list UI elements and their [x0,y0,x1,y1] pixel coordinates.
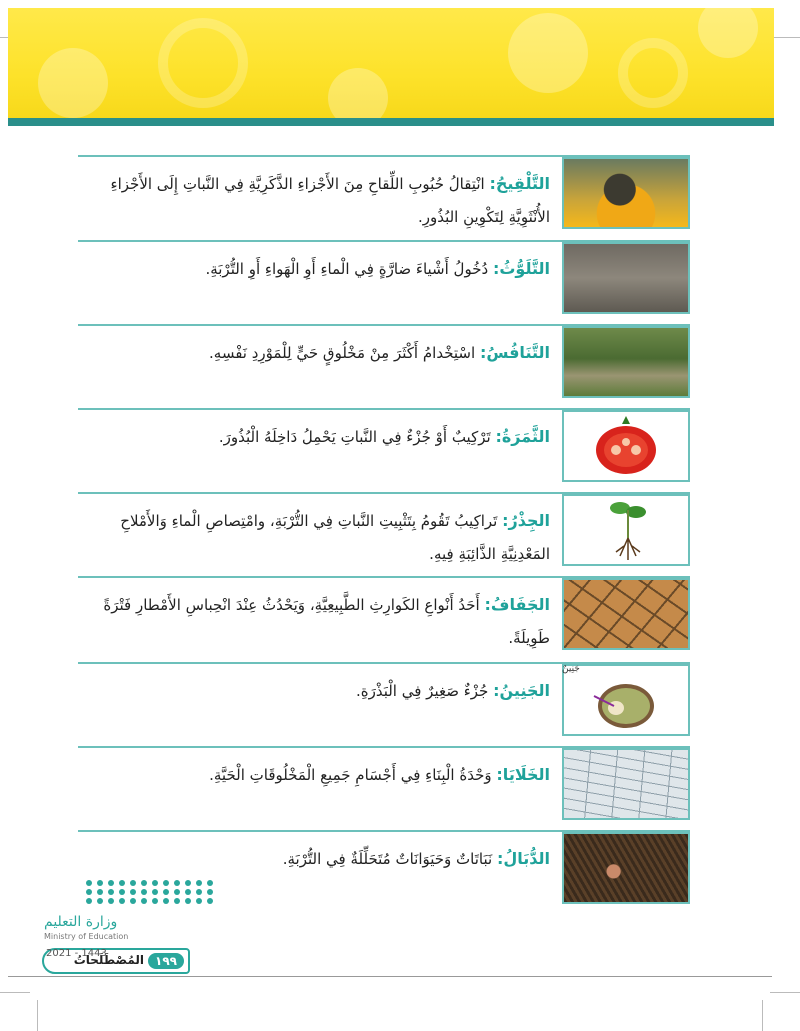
entry-term: الدُّبَالُ: [496,849,550,868]
crop-mark [770,37,800,38]
entry-text [78,578,556,662]
tomato-half-image [562,410,690,482]
header-banner [8,8,774,120]
glossary-entry-cells [78,746,690,832]
entry-text [78,157,556,241]
entry-text [78,494,556,578]
entry-term: الثَّمَرَةُ: [495,427,550,446]
section-title: المُصْطَلَحاتُ [73,953,144,967]
entry-term: الجَفَافُ: [484,595,550,614]
seed-icon [564,666,688,734]
glossary-entry-competition [78,324,690,410]
entry-definition: اسْتِخْدامُ أَكْثَرَ مِنْ مَخْلُوقٍ حَيٍّ لِلْمَوْرِدِ نَفْسِهِ. [209,344,476,362]
entry-term: الخَلَايَا: [496,765,550,784]
seed-section-image [562,664,690,736]
glossary-entry-embryo [78,662,690,748]
entry-definition: دُخُولُ أَشْياءَ ضارَّةٍ فِي الْماءِ أَوِ الْهَواءِ أَوِ التُّرْبَةِ. [205,260,489,278]
entry-definition: نَبَاتَاتٌ وَحَيَوَانَاتٌ مُتَحَلِّلَةٌ فِي التُّرْبَةِ. [282,850,493,868]
entry-term: الجِذْرُ: [502,511,550,530]
earthworm-in-soil-image [562,832,690,904]
plant-cells-image [562,748,690,820]
glossary-entry-drought [78,576,690,662]
glossary-entry-fruit [78,408,690,494]
crop-mark [770,992,800,993]
seedling-icon [564,496,688,564]
banner-stripe [8,118,774,126]
ministry-dots-icon [86,880,184,904]
glossary-entry-pollution [78,240,690,326]
ministry-logo [44,880,184,941]
polluted-ground-image [562,242,690,314]
embryo-image-label: جَنِينٌ [562,664,580,674]
ministry-name-arabic: وزارة التعليم [44,914,118,930]
entry-definition: أَحَدُ أَنْواعِ الكَوارِثِ الطَّبِيعِيَّةِ، وَيَحْدُثُ عِنْدَ انْحِباسِ الأَمْطارِ فَتْرَةً طَوِيلَةً. [103,596,550,647]
entry-definition: وَحْدَةُ الْبِنَاءِ فِي أَجْسَامِ جَمِيعِ الْمَخْلُوقَاتِ الْحَيَّةِ. [209,766,492,784]
entry-definition: تَرْكِيبٌ أَوْ جُزْءٌ فِي النَّباتِ يَحْمِلُ دَاخِلَهُ الْبُذُورَ. [218,428,491,446]
entry-definition: جُزْءٌ صَغِيرٌ فِي الْبَذْرَةِ. [355,682,489,700]
entry-term: التَّلْقِيحُ: [489,174,550,193]
bottom-rule [8,976,772,977]
forest-image [562,326,690,398]
bee-on-flower-image [562,157,690,229]
entry-definition: انْتِقالُ حُبُوبِ اللِّقاحِ مِنَ الأَجْزاءِ الذَّكَرِيَّةِ فِي النَّباتِ إِلَى الأَجْزاءِ الأُنْثَوِيَّةِ لِتَكْوِينِ البُذُورِ. [110,175,550,226]
entry-term: التَّلَوُّثُ: [492,259,550,278]
entry-term: الجَنِينُ: [493,681,550,700]
glossary-entry-pollination [78,155,690,241]
cracked-soil-image [562,578,690,650]
entry-term: التَّنَافُسُ: [479,343,550,362]
crop-mark [762,1000,763,1031]
glossary-entry-root [78,492,690,578]
page-number: ١٩٩ [148,953,184,969]
edition-year: 2021 - 1443 [46,948,107,959]
entry-text [78,326,556,410]
entry-text [78,748,556,832]
crop-mark [0,992,30,993]
seedling-roots-image [562,494,690,566]
tomato-icon [564,412,688,480]
entry-text [78,664,556,748]
entry-text [78,242,556,326]
entry-text [78,410,556,494]
ministry-name-english: Ministry of Education [44,932,129,941]
entry-definition: تَراكِيبُ تَقُومُ بِتَثْبِيتِ النَّباتِ فِي التُّرْبَةِ، وامْتِصاصِ الْماءِ وَالأَمْلاحِ المَعْدِنِيَّةِ الذَّائِبَةِ فِيهِ. [120,512,550,563]
crop-mark [37,1000,38,1031]
